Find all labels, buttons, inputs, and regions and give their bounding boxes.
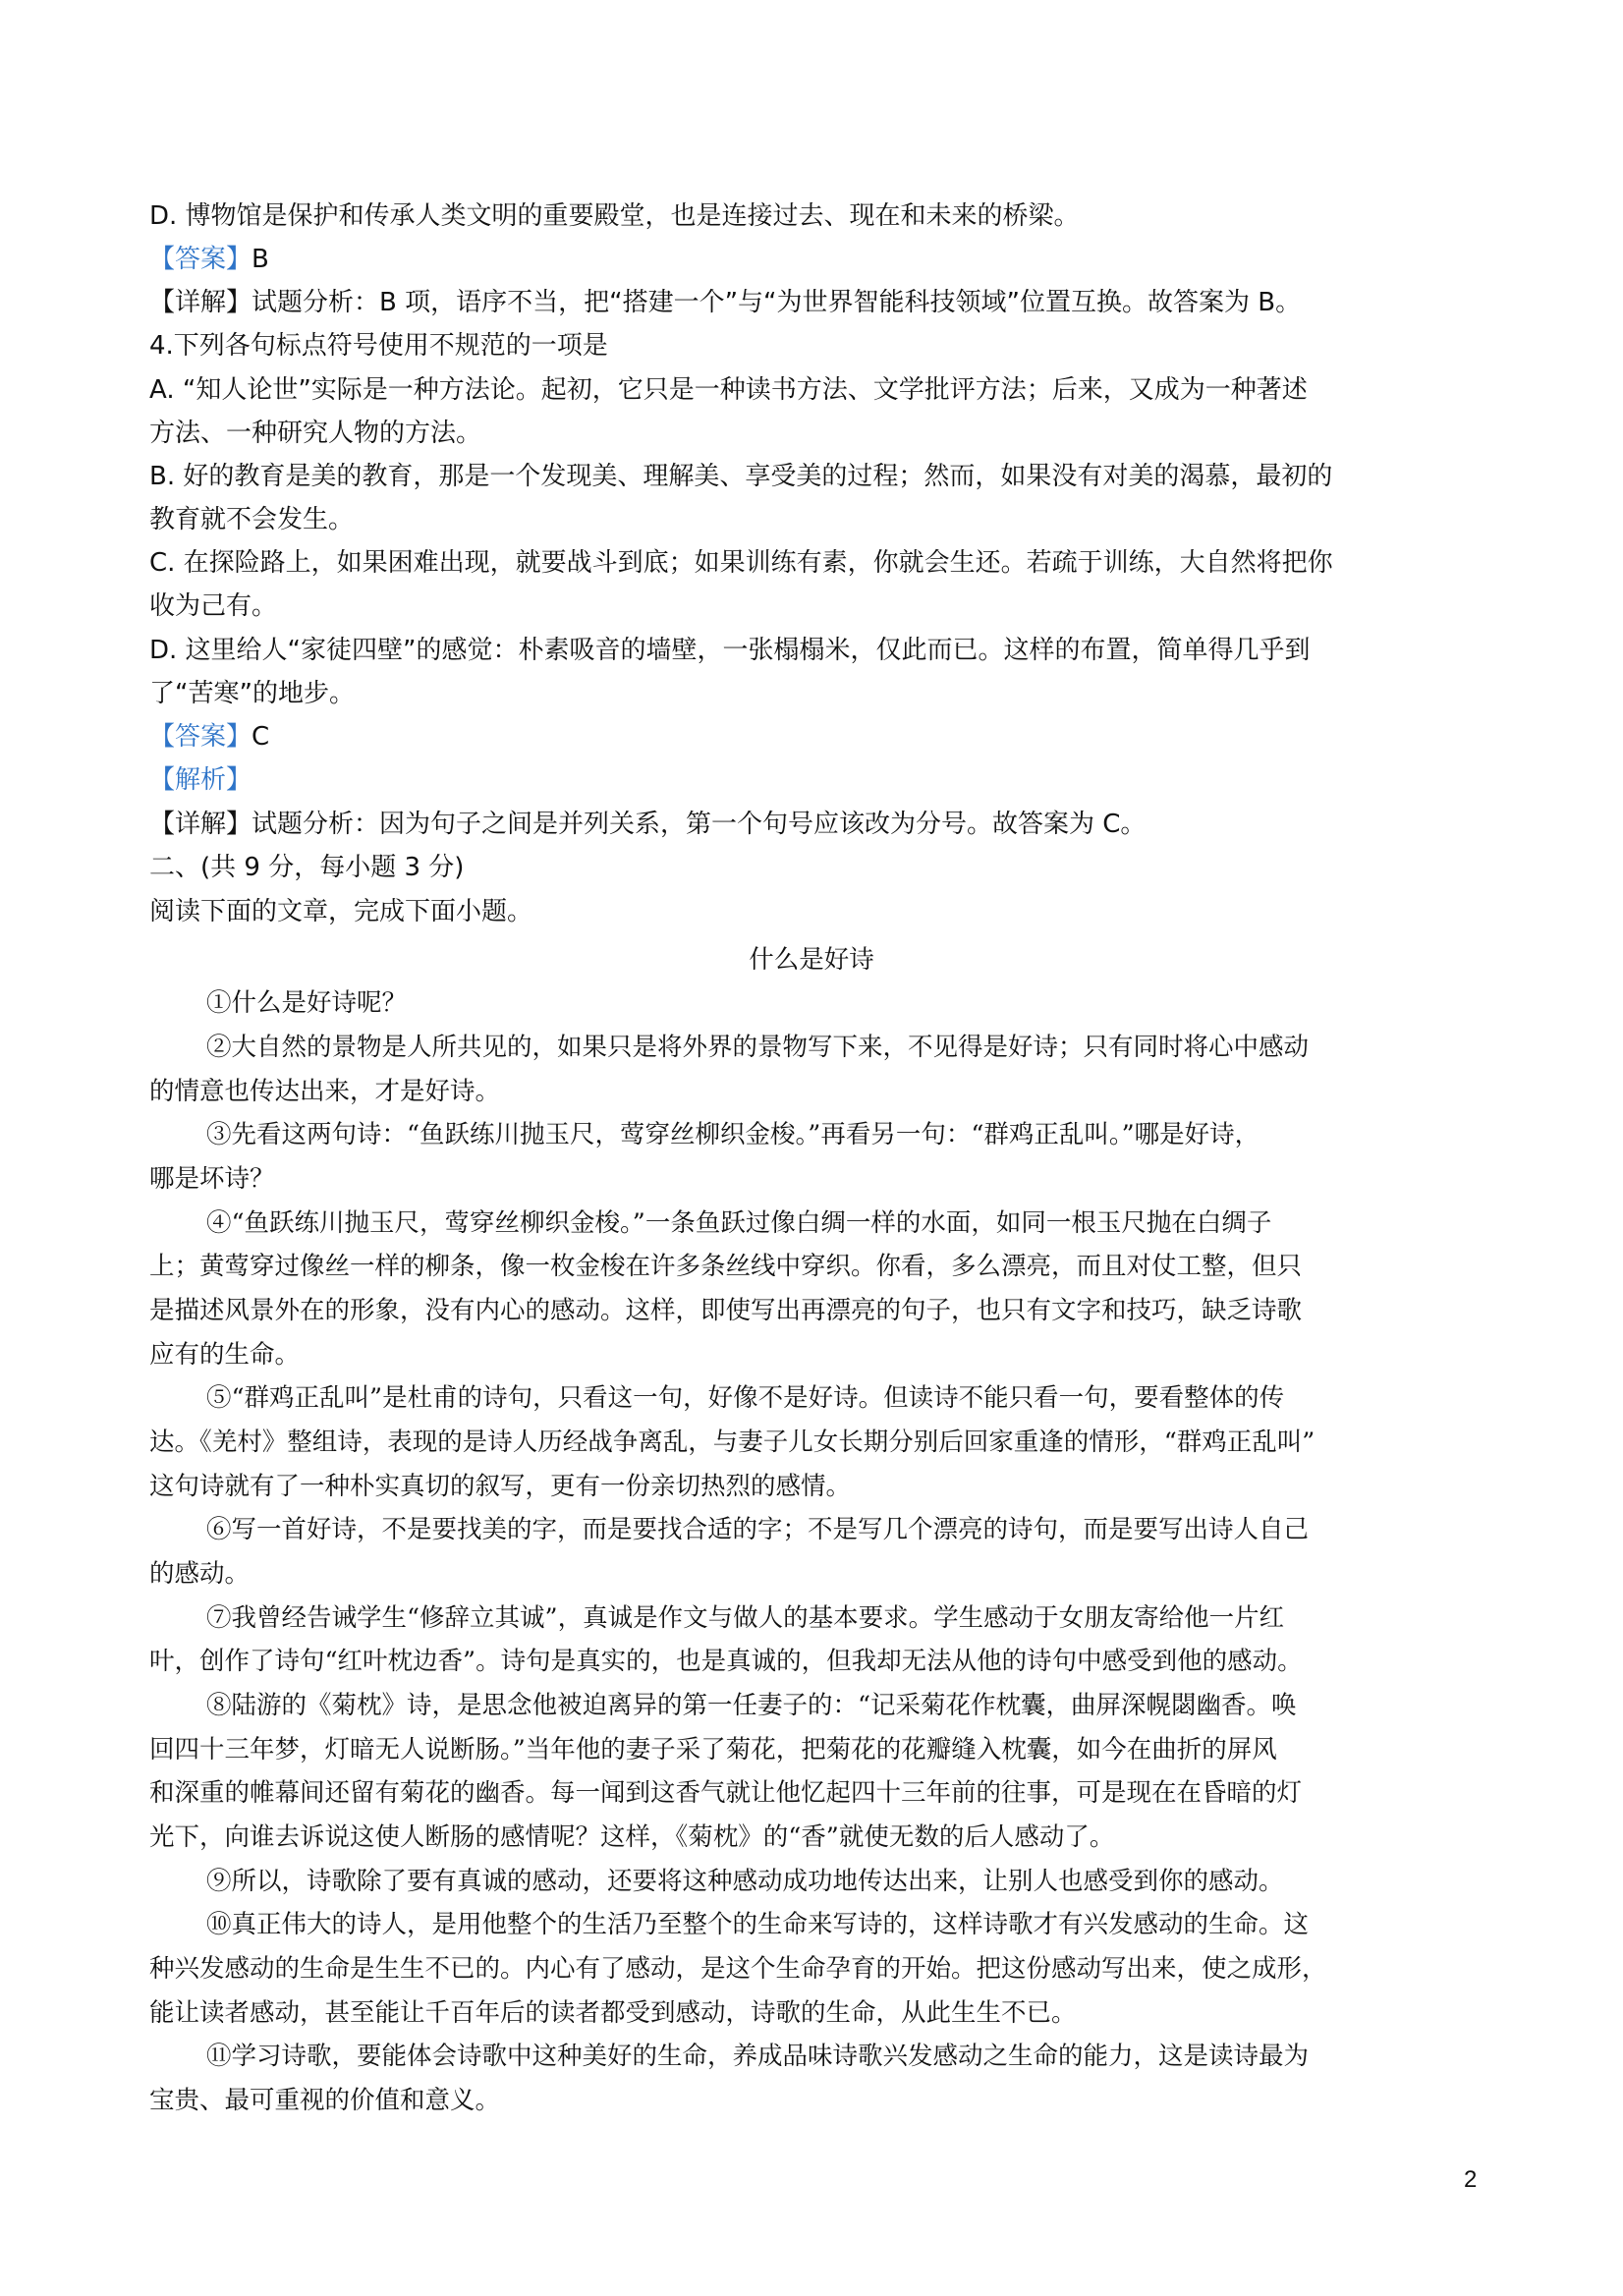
article-title: 什么是好诗 xyxy=(749,945,874,975)
detail-text: 试题分析：B 项，语序不当，把“搭建一个”与“为世界智能科技领域”位置互换。故答案为 B。 xyxy=(252,288,1302,317)
q4-option-d-line1: D. 这里给人“家徒四壁”的感觉：朴素吸音的墙壁，一张榻榻米，仅此而已。这样的布置，简单得几乎到 xyxy=(149,636,1311,665)
answer-tag: 【答案】 xyxy=(149,245,252,274)
paragraph-5-line2: 达。《羌村》整组诗，表现的是诗人历经战争离乱，与妻子儿女长期分别后回家重逢的情形，“群鸡正乱叫” xyxy=(149,1428,1315,1457)
q4-answer-line xyxy=(149,720,269,754)
q4-stem: 4.下列各句标点符号使用不规范的一项是 xyxy=(149,331,608,361)
q4-option-c-line2: 收为己有。 xyxy=(149,591,278,621)
paragraph-9: ⑨所以，诗歌除了要有真诚的感动，还要将这种感动成功地传达出来，让别人也感受到你的感动。 xyxy=(206,1867,1284,1896)
paragraph-8-line3: 和深重的帷幕间还留有菊花的幽香。每一闻到这香气就让他忆起四十三年前的往事，可是现在在昏暗的灯 xyxy=(149,1778,1303,1808)
paragraph-1: ①什么是好诗呢？ xyxy=(206,988,408,1018)
paragraph-4-line2: 上；黄莺穿过像丝一样的柳条，像一枚金梭在许多条丝线中穿织。你看，多么漂亮，而且对仗工整，但只 xyxy=(149,1252,1303,1281)
section-heading: 二、(共 9 分，每小题 3 分) xyxy=(149,853,465,882)
paragraph-11-line1: ⑪学习诗歌，要能体会诗歌中这种美好的生命，养成品味诗歌兴发感动之生命的能力，这是读诗最为 xyxy=(206,2042,1310,2071)
paragraph-8-line4: 光下，向谁去诉说这使人断肠的感情呢？这样，《菊枕》的“香”就使无数的后人感动了。 xyxy=(149,1822,1115,1852)
paragraph-3-line1: ③先看这两句诗：“鱼跃练川抛玉尺，莺穿丝柳织金梭。”再看另一句：“群鸡正乱叫。”哪是好诗， xyxy=(206,1120,1260,1149)
paragraph-5-line3: 这句诗就有了一种朴实真切的叙写，更有一份亲切热烈的感情。 xyxy=(149,1472,852,1501)
q4-option-b-line1: B. 好的教育是美的教育，那是一个发现美、理解美、享受美的过程；然而，如果没有对美的渴慕，最初的 xyxy=(149,462,1333,491)
paragraph-4-line3: 是描述风景外在的形象，没有内心的感动。这样，即使写出再漂亮的句子，也只有文字和技巧，缺乏诗歌 xyxy=(149,1296,1303,1325)
q4-option-c-line1: C. 在探险路上，如果困难出现，就要战斗到底；如果训练有素，你就会生还。若疏于训练，大自然将把你 xyxy=(149,548,1333,578)
q4-option-d-line2: 了“苦寒”的地步。 xyxy=(149,679,355,708)
paragraph-6-line1: ⑥写一首好诗，不是要找美的字，而是要找合适的字；不是写几个漂亮的诗句，而是要写出诗人自己 xyxy=(206,1515,1310,1544)
page-number: 2 xyxy=(1464,2166,1478,2193)
q4-analysis-tag: 【解析】 xyxy=(149,765,252,795)
paragraph-5-line1: ⑤“群鸡正乱叫”是杜甫的诗句，只看这一句，好像不是好诗。但读诗不能只看一句，要看整体的传 xyxy=(206,1383,1285,1413)
detail-tag: 【详解】 xyxy=(149,288,252,317)
q3-option-d: D. 博物馆是保护和传承人类文明的重要殿堂，也是连接过去、现在和未来的桥梁。 xyxy=(149,201,1080,231)
paragraph-3-line2: 哪是坏诗？ xyxy=(149,1164,275,1194)
q3-detail-line xyxy=(149,286,1301,319)
paragraph-2-line1: ②大自然的景物是人所共见的，如果只是将外界的景物写下来，不见得是好诗；只有同时将心中感动 xyxy=(206,1033,1310,1062)
paragraph-8-line2: 回四十三年梦，灯暗无人说断肠。”当年他的妻子采了菊花，把菊花的花瓣缝入枕囊，如今在曲折的屏风 xyxy=(149,1735,1277,1764)
paragraph-8-line1: ⑧陆游的《菊枕》诗，是思念他被迫离异的第一任妻子的：“记采菊花作枕囊，曲屏深幌閟幽香。唤 xyxy=(206,1691,1297,1720)
paragraph-6-line2: 的感动。 xyxy=(149,1559,251,1589)
paragraph-7-line1: ⑦我曾经告诫学生“修辞立其诚”，真诚是作文与做人的基本要求。学生感动于女朋友寄给他一片红 xyxy=(206,1603,1285,1633)
q4-option-b-line2: 教育就不会发生。 xyxy=(149,505,355,534)
paragraph-4-line4: 应有的生命。 xyxy=(149,1340,301,1370)
paragraph-7-line2: 叶，创作了诗句“红叶枕边香”。诗句是真实的，也是真诚的，但我却无法从他的诗句中感受到他的感动。 xyxy=(149,1647,1303,1676)
paragraph-10-line1: ⑩真正伟大的诗人，是用他整个的生活乃至整个的生命来写诗的，这样诗歌才有兴发感动的生命。这 xyxy=(206,1910,1310,1939)
section-instruction: 阅读下面的文章，完成下面小题。 xyxy=(149,897,533,926)
paragraph-10-line2: 种兴发感动的生命是生生不已的。内心有了感动，是这个生命孕育的开始。把这份感动写出来，使之成形， xyxy=(149,1954,1327,1984)
q4-detail-line xyxy=(149,808,1146,841)
detail-tag: 【详解】 xyxy=(149,810,252,839)
paragraph-10-line3: 能让读者感动，甚至能让千百年后的读者都受到感动，诗歌的生命，从此生生不已。 xyxy=(149,1998,1077,2028)
answer-value: C xyxy=(252,722,270,752)
answer-tag: 【答案】 xyxy=(149,722,252,752)
paragraph-2-line2: 的情意也传达出来，才是好诗。 xyxy=(149,1077,501,1106)
paragraph-4-line1: ④“鱼跃练川抛玉尺，莺穿丝柳织金梭。”一条鱼跃过像白绸一样的水面，如同一根玉尺抛在白绸子 xyxy=(206,1208,1272,1238)
q3-answer-line xyxy=(149,243,269,276)
answer-value: B xyxy=(252,245,269,274)
paragraph-11-line2: 宝贵、最可重视的价值和意义。 xyxy=(149,2086,501,2115)
q4-option-a-line1: A. “知人论世”实际是一种方法论。起初，它只是一种读书方法、文学批评方法；后来，又成为一种著述 xyxy=(149,375,1308,405)
q4-option-a-line2: 方法、一种研究人物的方法。 xyxy=(149,419,482,448)
detail-text: 试题分析：因为句子之间是并列关系，第一个句号应该改为分号。故答案为 C。 xyxy=(252,810,1147,839)
